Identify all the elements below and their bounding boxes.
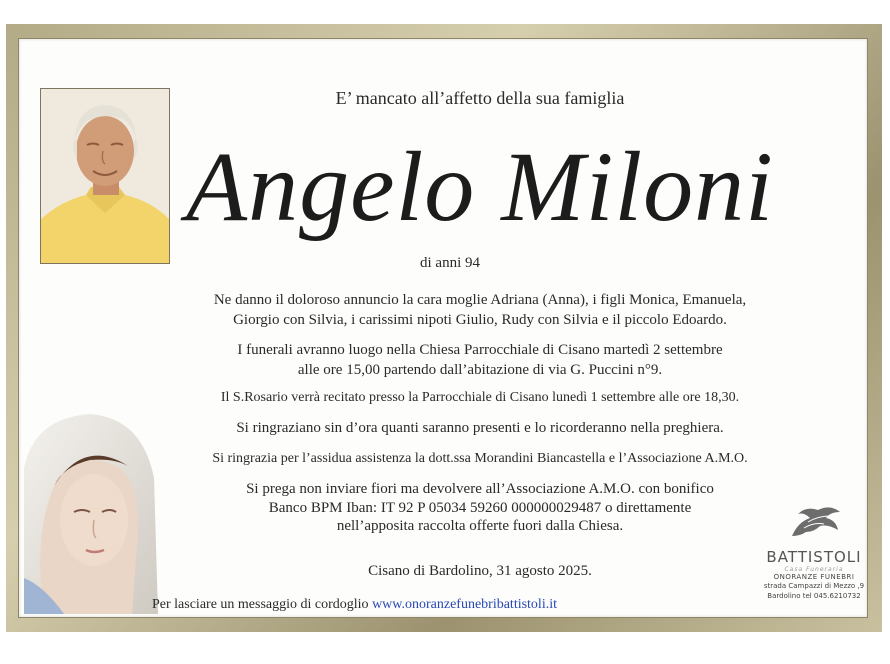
madonna-image [24, 408, 158, 614]
logo-address: strada Campazzi di Mezzo ,9 [763, 582, 865, 590]
funeral-line-1: I funerali avranno luogo nella Chiesa Parrocchiale di Cisano martedì 2 settembre [237, 342, 723, 358]
deceased-photo [40, 88, 170, 264]
place-date: Cisano di Bardolino, 31 agosto 2025. [368, 563, 592, 579]
announcement-line-2: Giorgio con Silvia, i carissimi nipoti Giulio, Rudy con Silvia e il piccolo Edoardo. [233, 312, 727, 328]
logo-service: ONORANZE FUNEBRI [773, 573, 855, 581]
funeral-home-logo [756, 502, 872, 612]
condolence-link[interactable]: www.onoranzefunebribattistoli.it [372, 597, 557, 612]
logo-tagline: Casa Funeraria [784, 566, 844, 573]
age-text: di anni 94 [420, 255, 480, 271]
condolence-line [152, 595, 612, 615]
funeral-line-2: alle ore 15,00 partendo dall’abitazione di via G. Puccini n°9. [297, 362, 663, 378]
logo-city-phone: Bardolino tel 045.6210732 [767, 592, 861, 600]
rosary-text: Il S.Rosario verrà recitato presso la Parrocchiale di Cisano lunedì 1 settembre alle ore 18,30. [220, 390, 740, 405]
donation-line-3: nell’apposita raccolta offerte fuori dalla Chiesa. [336, 518, 624, 534]
deceased-name: Angelo Miloni [186, 131, 774, 242]
logo-brand: BATTISTOLI [766, 548, 862, 566]
donation-line-1: Si prega non inviare fiori ma devolvere all’Associazione A.M.O. con bonifico [246, 481, 714, 497]
thanks-text: Si ringraziano sin d’ora quanti saranno presenti e lo ricorderanno nella preghiera. [236, 420, 724, 436]
assistance-text: Si ringrazia per l’assidua assistenza la dott.ssa Morandini Biancastella e l’Associazione A.M.O. [212, 451, 748, 466]
angel-logo-icon [784, 502, 844, 542]
announcement-line-1: Ne danno il doloroso annuncio la cara moglie Adriana (Anna), i figli Monica, Emanuela, [213, 292, 747, 308]
donation-line-2: Banco BPM Iban: IT 92 P 05034 59260 000000029487 o direttamente [268, 500, 692, 516]
condolence-text: Per lasciare un messaggio di cordoglio [152, 597, 369, 612]
intro-text: E’ mancato all’affetto della sua famiglia [335, 88, 625, 108]
